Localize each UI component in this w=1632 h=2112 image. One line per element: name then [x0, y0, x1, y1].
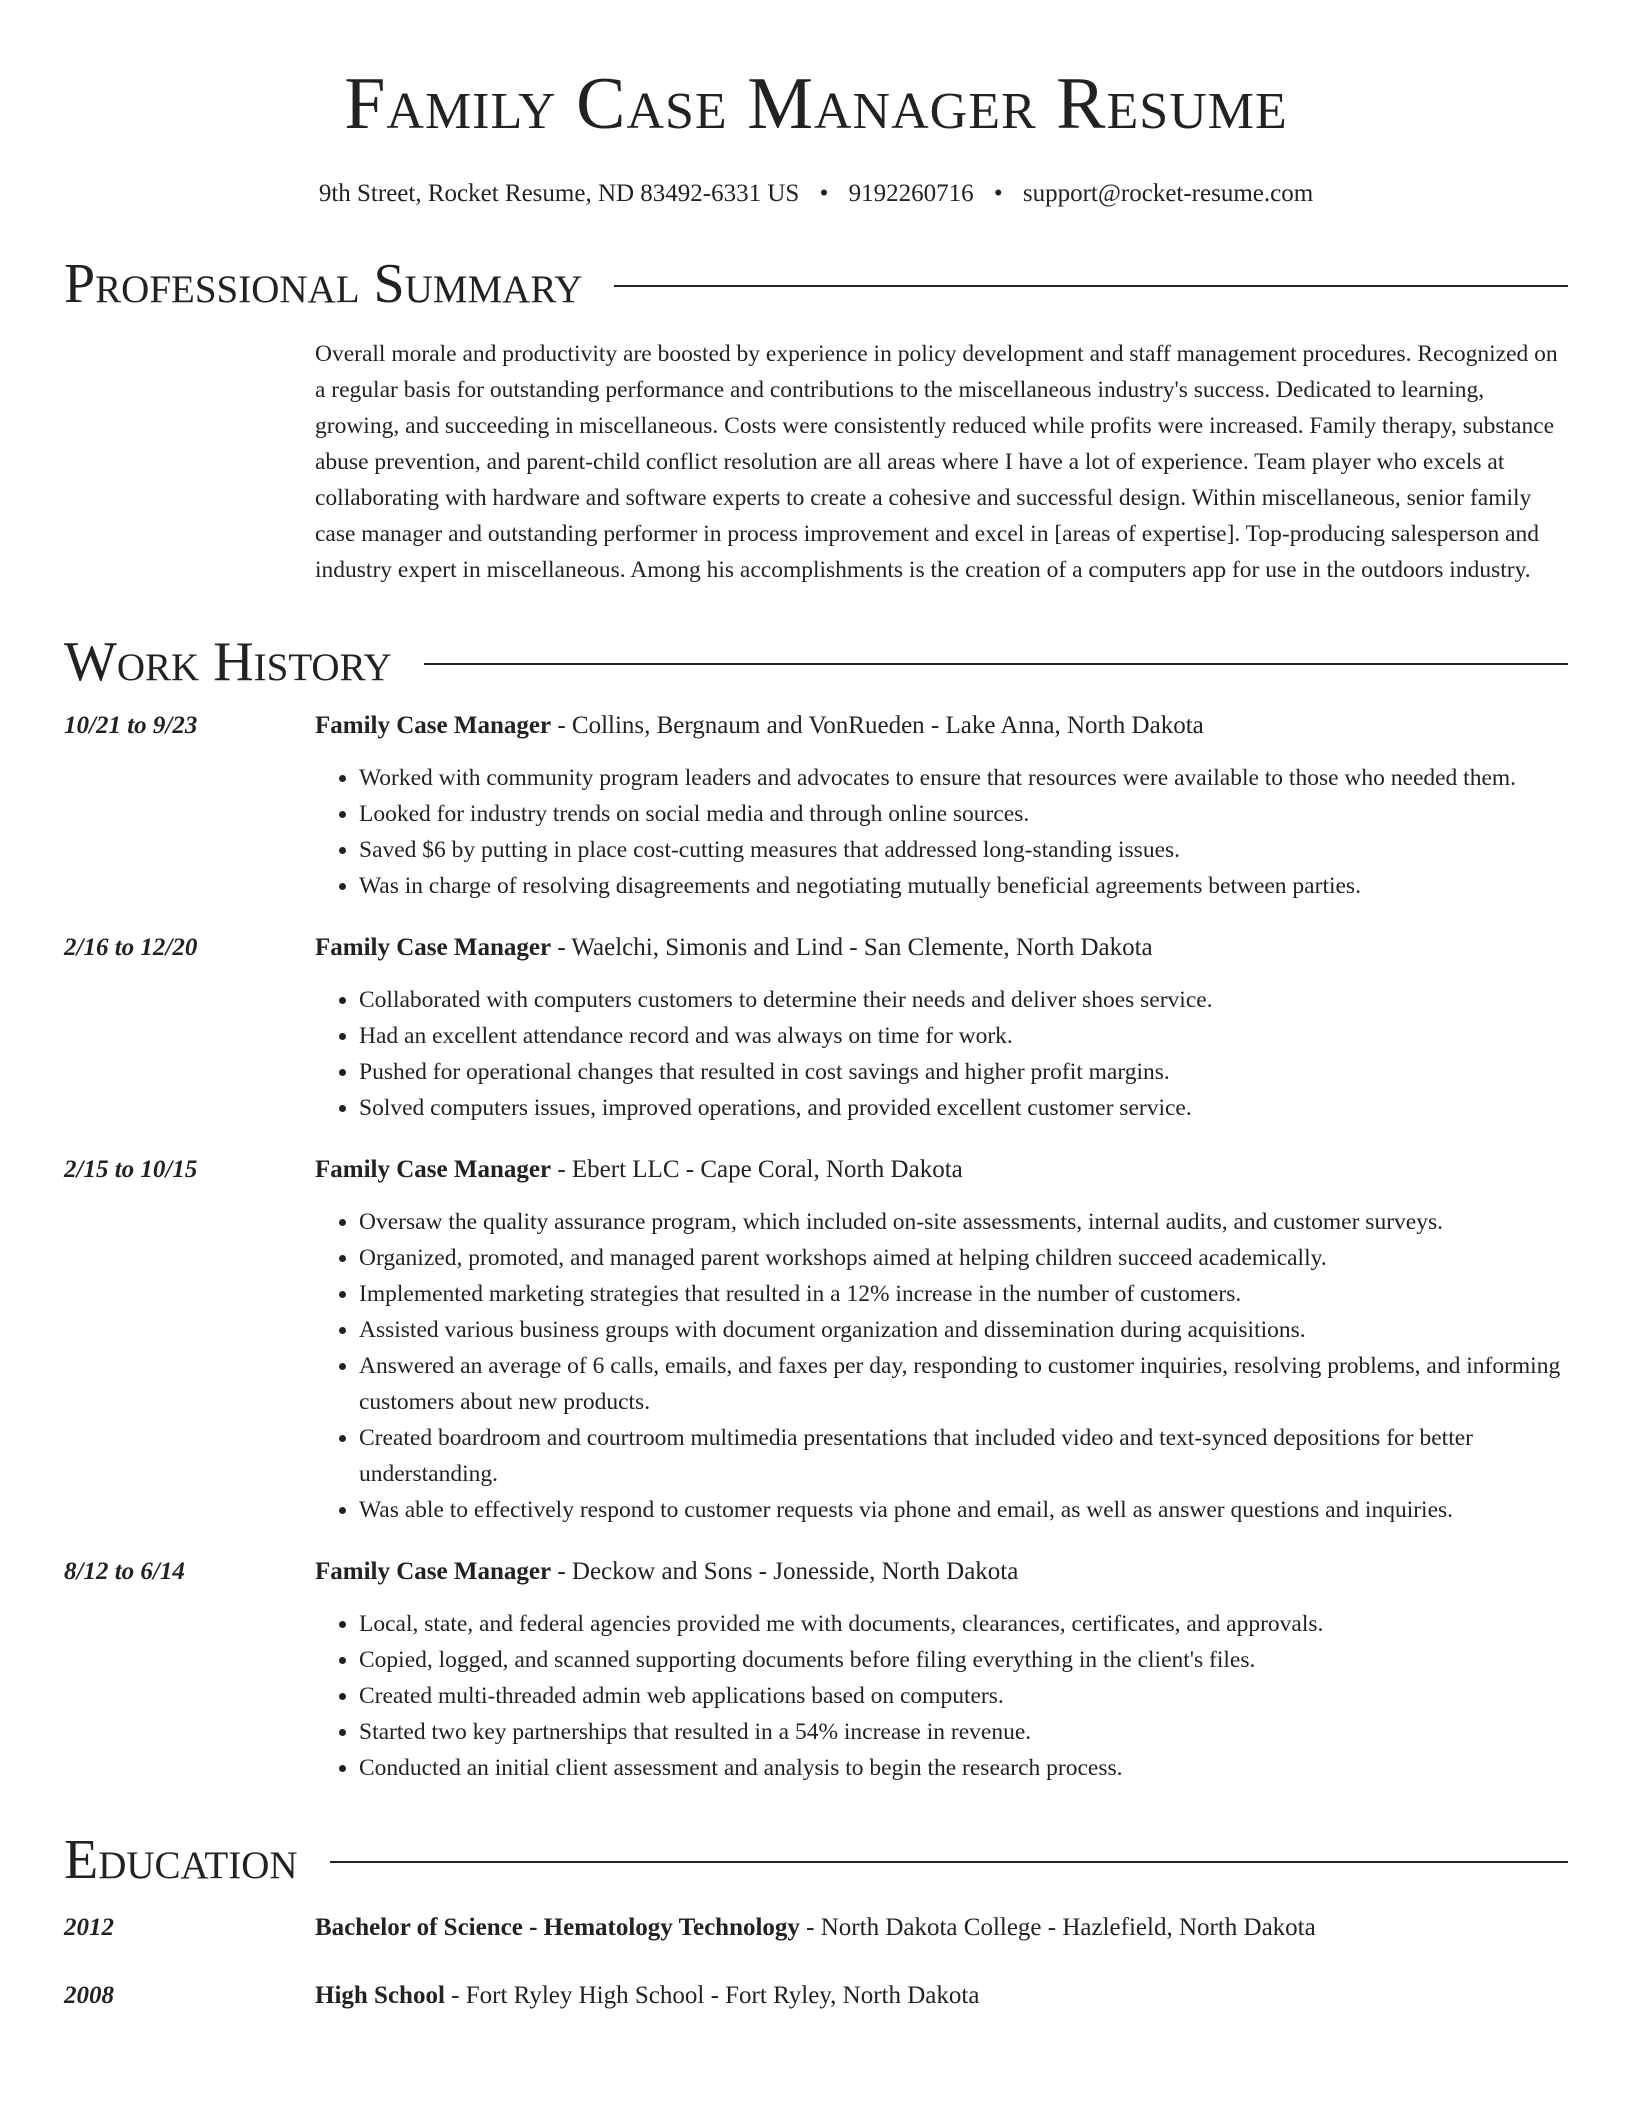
work-entry [64, 930, 1568, 1126]
education-year: 2012 [64, 1914, 114, 1941]
work-entry-role: Family Case Manager [315, 934, 552, 961]
section-title-work: Work History [64, 631, 392, 693]
contact-line [64, 178, 1568, 210]
education-heading [315, 1978, 979, 2014]
list-item: • Was able to effectively respond to customer requests via phone and email, as well as answer questions and inquiries. [359, 1492, 1568, 1528]
list-item: • Saved $6 by putting in place cost-cutting measures that addressed long-standing issues. [359, 832, 1568, 868]
work-entry-bullets [315, 982, 1568, 1126]
work-entry-bullets [315, 1204, 1568, 1528]
list-item: • Solved computers issues, improved operations, and provided excellent customer service. [359, 1090, 1568, 1126]
list-item: • Answered an average of 6 calls, emails, and faxes per day, responding to customer inquiries, resolving problems, and informing customers about new products. [359, 1348, 1568, 1420]
resume-title: Family Case Manager Resume [344, 63, 1288, 145]
work-entry-body [315, 930, 1568, 1126]
work-entry-employer: - Ebert LLC - Cape Coral, North Dakota [551, 1156, 963, 1183]
work-entry-dates: 10/21 to 9/23 [64, 712, 198, 739]
list-item: • Created boardroom and courtroom multimedia presentations that included video and text-synced depositions for better understanding. [359, 1420, 1568, 1492]
list-item: • Local, state, and federal agencies provided me with documents, clearances, certificates, and approvals. [359, 1606, 1568, 1642]
education-heading [315, 1910, 1316, 1946]
work-entry-heading [315, 930, 1568, 966]
section-title-summary: Professional Summary [64, 253, 583, 315]
work-entry-body [315, 708, 1568, 904]
work-entry-body [315, 1152, 1568, 1528]
education-school: - Fort Ryley High School - Fort Ryley, North Dakota [444, 1982, 980, 2009]
list-item: • Had an excellent attendance record and was always on time for work. [359, 1018, 1568, 1054]
section-header-work [64, 630, 1568, 694]
work-entry-role: Family Case Manager [315, 1156, 552, 1183]
list-item: • Assisted various business groups with document organization and dissemination during acquisitions. [359, 1312, 1568, 1348]
work-entry-bullets [315, 1606, 1568, 1786]
list-item: • Implemented marketing strategies that resulted in a 12% increase in the number of customers. [359, 1276, 1568, 1312]
education-entry [64, 1978, 1568, 2014]
list-item: • Copied, logged, and scanned supporting documents before filing everything in the client's files. [359, 1642, 1568, 1678]
work-entry-body [315, 1554, 1568, 1786]
list-item: • Organized, promoted, and managed parent workshops aimed at helping children succeed academically. [359, 1240, 1568, 1276]
work-entry-role: Family Case Manager [315, 712, 552, 739]
contact-separator: • [993, 180, 1003, 207]
summary-text: Overall morale and productivity are boosted by experience in policy development and staff management procedures. Recognized on a regular basis for outstanding performance and contributions to the miscellaneous industry's success. Dedicated to learning, growing, and succeeding in miscellaneous. Costs were consistently reduced while profits were increased. Family therapy, substance abuse prevention, and parent-child conflict resolution are all areas where I have a lot of experience. Team player who excels at collaborating with hardware and software experts to create a cohesive and successful design. Within miscellaneous, senior family case manager and outstanding performer in process improvement and excel in [areas of expertise]. Top-producing salesperson and industry expert in miscellaneous. Among his accomplishments is the creation of a computers app for use in the outdoors industry. [315, 341, 1558, 583]
education-degree: Bachelor of Science - Hematology Technology [315, 1914, 800, 1941]
section-header-summary [64, 252, 1568, 316]
contact-email: support@rocket-resume.com [1022, 180, 1314, 207]
list-item: • Looked for industry trends on social media and through online sources. [359, 796, 1568, 832]
work-entry [64, 1152, 1568, 1528]
section-title-education: Education [64, 1829, 298, 1891]
education-school: - North Dakota College - Hazlefield, North Dakota [799, 1914, 1316, 1941]
work-entry [64, 708, 1568, 904]
education-entry [64, 1910, 1568, 1946]
education-year: 2008 [64, 1982, 114, 2009]
education-degree: High School [315, 1982, 445, 2009]
list-item: • Collaborated with computers customers to determine their needs and deliver shoes service. [359, 982, 1568, 1018]
work-entry-employer: - Collins, Bergnaum and VonRueden - Lake Anna, North Dakota [551, 712, 1204, 739]
contact-phone: 9192260716 [848, 180, 974, 207]
work-entry-dates: 8/12 to 6/14 [64, 1558, 185, 1585]
work-entry-employer: - Deckow and Sons - Jonesside, North Dakota [551, 1558, 1019, 1585]
work-entry-employer: - Waelchi, Simonis and Lind - San Clemente, North Dakota [551, 934, 1153, 961]
work-history-list [64, 708, 1568, 1786]
list-item: • Worked with community program leaders and advocates to ensure that resources were available to those who needed them. [359, 760, 1568, 796]
list-item: • Was in charge of resolving disagreements and negotiating mutually beneficial agreements between parties. [359, 868, 1568, 904]
contact-separator: • [819, 180, 829, 207]
work-entry-heading [315, 1152, 1568, 1188]
education-list [64, 1910, 1568, 2014]
work-entry [64, 1554, 1568, 1786]
contact-address: 9th Street, Rocket Resume, ND 83492-6331 US [318, 180, 800, 207]
work-entry-bullets [315, 760, 1568, 904]
work-entry-role: Family Case Manager [315, 1558, 552, 1585]
list-item: • Oversaw the quality assurance program, which included on-site assessments, internal audits, and customer surveys. [359, 1204, 1568, 1240]
list-item: • Started two key partnerships that resulted in a 54% increase in revenue. [359, 1714, 1568, 1750]
list-item: • Conducted an initial client assessment and analysis to begin the research process. [359, 1750, 1568, 1786]
work-entry-heading [315, 1554, 1568, 1590]
work-entry-heading [315, 708, 1568, 744]
work-entry-dates: 2/16 to 12/20 [64, 934, 198, 961]
section-divider [614, 285, 1568, 287]
list-item: • Created multi-threaded admin web applications based on computers. [359, 1678, 1568, 1714]
section-divider [424, 663, 1568, 665]
section-header-education [64, 1828, 1568, 1892]
section-divider [330, 1861, 1568, 1863]
list-item: • Pushed for operational changes that resulted in cost savings and higher profit margins. [359, 1054, 1568, 1090]
work-entry-dates: 2/15 to 10/15 [64, 1156, 198, 1183]
